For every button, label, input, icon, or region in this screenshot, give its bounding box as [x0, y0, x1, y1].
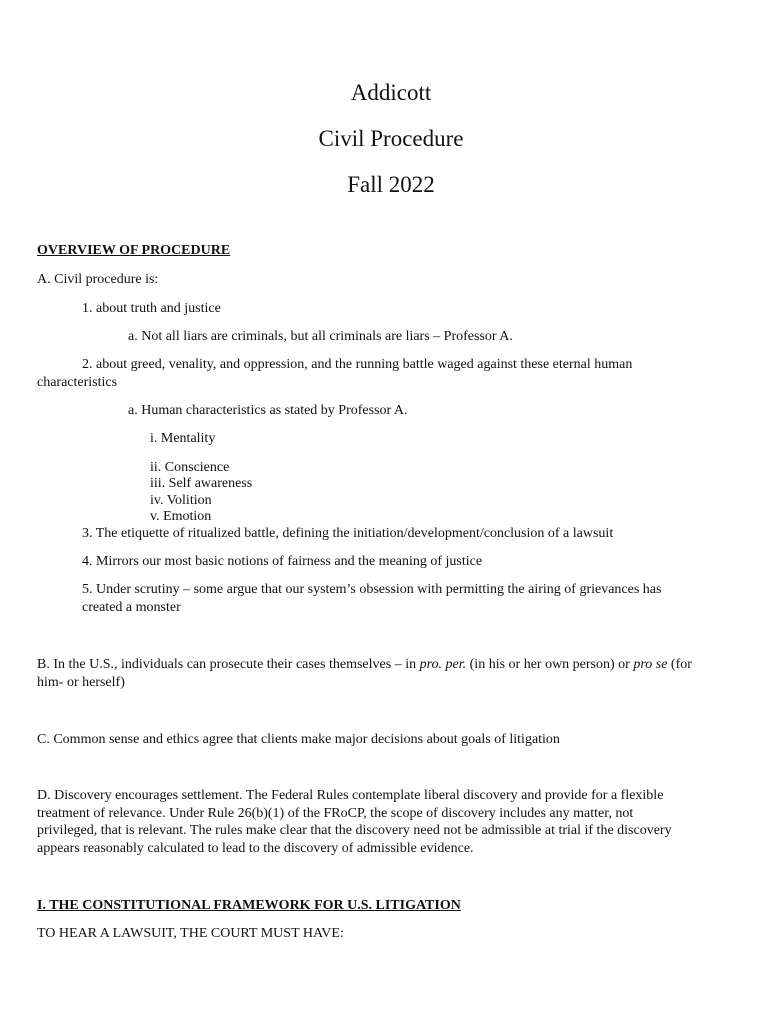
point-5: 5. Under scrutiny – some argue that our system’s obsession with permitting the airing of grievances has created a monster	[82, 582, 662, 615]
point-2a: a. Human characteristics as stated by Professor A.	[128, 403, 408, 418]
section-1-heading: I. THE CONSTITUTIONAL FRAMEWORK FOR U.S. LITIGATION	[37, 898, 461, 913]
section-1-intro: TO HEAR A LAWSUIT, THE COURT MUST HAVE:	[37, 926, 344, 941]
point-b-text: (in his or her own person) or	[466, 657, 634, 672]
point-2: 2. about greed, venality, and oppression, and the running battle waged against these eternal human characteristics	[37, 357, 633, 390]
overview-point-c: C. Common sense and ethics agree that clients make major decisions about goals of litigation	[37, 732, 560, 747]
title-course: Civil Procedure	[318, 126, 464, 151]
point-3: 3. The etiquette of ritualized battle, defining the initiation/development/conclusion of a lawsuit	[82, 526, 614, 541]
pro-se-term: pro se	[633, 657, 668, 672]
trait-item: ii. Conscience	[150, 460, 230, 475]
overview-point-b	[37, 656, 697, 691]
trait-item: i. Mentality	[150, 431, 216, 446]
trait-item: iii. Self awareness	[150, 476, 253, 491]
point-b-text: B. In the U.S., individuals can prosecute their cases themselves – in	[37, 657, 420, 672]
point-b-text: (for him- or herself)	[37, 657, 692, 690]
overview-point-a: A. Civil procedure is:	[37, 272, 159, 287]
title-author: Addicott	[350, 80, 432, 105]
trait-item: v. Emotion	[150, 509, 212, 524]
title-term: Fall 2022	[347, 172, 435, 197]
pro-per-term: pro. per.	[419, 657, 467, 672]
point-1a: a. Not all liars are criminals, but all criminals are liars – Professor A.	[128, 329, 513, 344]
point-1: 1. about truth and justice	[82, 301, 221, 316]
trait-item: iv. Volition	[150, 493, 212, 508]
point-4: 4. Mirrors our most basic notions of fairness and the meaning of justice	[82, 554, 483, 569]
overview-point-d: D. Discovery encourages settlement. The Federal Rules contemplate liberal discovery and provide for a flexible treatment of relevance. Under Rule 26(b)(1) of the FRoCP, the scope of discovery includes any matter, not privileged, that is relevant. The rules make clear that the discovery need not be admissible at trial if the discovery appears reasonably calculated to lead to the discovery of admissible evidence.	[37, 788, 672, 856]
overview-heading: OVERVIEW OF PROCEDURE	[37, 243, 231, 258]
